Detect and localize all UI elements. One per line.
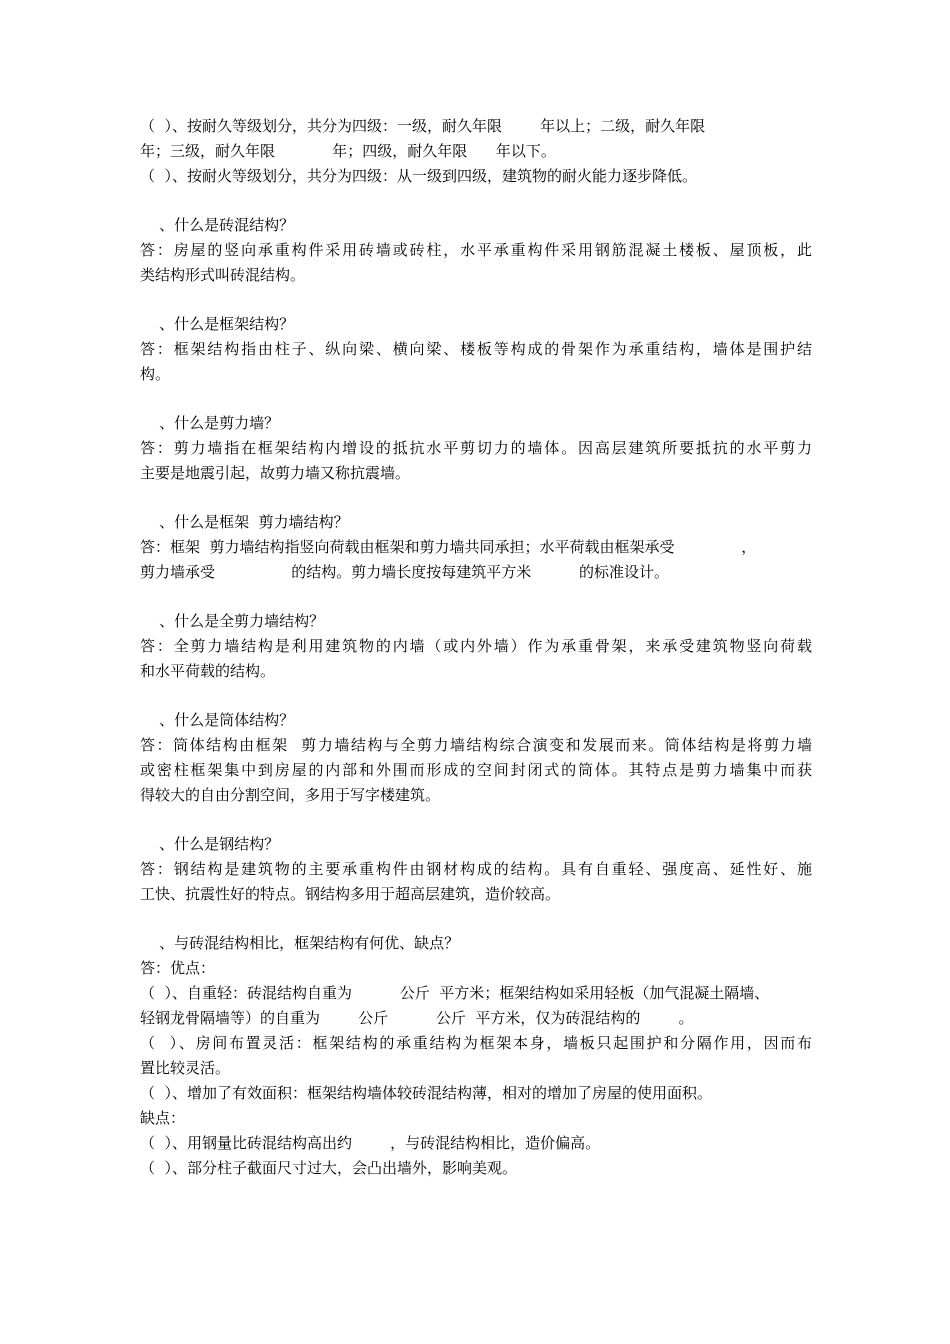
answer-line: 工快、抗震性好的特点。钢结构多用于超高层建筑，造价较高。 [140,885,561,903]
question-heading: 、与砖混结构相比，框架结构有何优、缺点？ [140,934,460,952]
answer-line: （ ）、自重轻：砖混结构自重为 公斤 平方米；框架结构如采用轻板（加气混凝土隔墙、 [140,984,770,1002]
blank-line [140,387,812,411]
answer-line: 缺点： [140,1109,186,1127]
blank-line [140,189,812,213]
question-heading: 、什么是剪力墙？ [140,414,280,432]
document-page [140,114,812,1181]
answer-line: 构。 [140,365,171,383]
answer-line: 剪力墙承受 的结构。剪力墙长度按每建筑平方米 的标准设计。 [140,563,669,581]
blank-line [140,288,812,312]
answer-line: 置比较灵活。 [140,1059,231,1077]
answer-line: 得较大的自由分割空间，多用于写字楼建筑。 [140,786,441,804]
question-heading: 、什么是框架结构？ [140,315,295,333]
answer-line: 轻钢龙骨隔墙等）的自重为 公斤 公斤 平方米，仅为砖混结构的 。 [140,1009,694,1027]
question-heading: 、什么是框架 剪力墙结构？ [140,513,349,531]
answer-line: 或密柱框架集中到房屋的内部和外围而形成的空间封闭式的筒体。其特点是剪力墙集中而获 [140,761,812,779]
blank-line [140,684,812,708]
answer-line: （ ）、增加了有效面积：框架结构墙体较砖混结构薄，相对的增加了房屋的使用面积。 [140,1084,713,1102]
answer-line: 答：优点： [140,959,216,977]
blank-line [140,907,812,931]
answer-line: 答：钢结构是建筑物的主要承重构件由钢材构成的结构。具有自重轻、强度高、延性好、施 [140,860,812,878]
question-heading: 、什么是钢结构？ [140,835,280,853]
answer-line: 答：框架 剪力墙结构指竖向荷载由框架和剪力墙共同承担；水平荷载由框架承受 ， [140,538,757,556]
answer-line: （ ）、房间布置灵活：框架结构的承重结构为框架本身，墙板只起围护和分隔作用，因而布 [140,1034,812,1052]
text-line: （ ）、按耐久等级划分，共分为四级：一级，耐久年限 年以上；二级，耐久年限 [140,117,706,135]
question-heading: 、什么是全剪力墙结构？ [140,612,325,630]
answer-line: （ ）、用钢量比砖混结构高出约 ，与砖混结构相比，造价偏高。 [140,1134,601,1152]
blank-line [140,486,812,510]
answer-line: 主要是地震引起，故剪力墙又称抗震墙。 [140,464,411,482]
answer-line: 和水平荷载的结构。 [140,662,276,680]
question-heading: 、什么是砖混结构？ [140,216,295,234]
text-line: （ ）、按耐火等级划分，共分为四级：从一级到四级，建筑物的耐火能力逐步降低。 [140,167,698,185]
answer-line: 答：全剪力墙结构是利用建筑物的内墙（或内外墙）作为承重骨架，来承受建筑物竖向荷载 [140,637,812,655]
answer-line: 答：框架结构指由柱子、纵向梁、横向梁、楼板等构成的骨架作为承重结构，墙体是围护结 [140,340,812,358]
answer-line: （ ）、部分柱子截面尺寸过大，会凸出墙外，影响美观。 [140,1159,518,1177]
question-heading: 、什么是筒体结构？ [140,711,295,729]
answer-line: 答：房屋的竖向承重构件采用砖墙或砖柱，水平承重构件采用钢筋混凝土楼板、屋顶板，此 [140,241,812,259]
answer-line: 类结构形式叫砖混结构。 [140,266,306,284]
blank-line [140,808,812,832]
text-line: 年；三级，耐久年限 年；四级，耐久年限 年以下。 [140,142,556,160]
answer-line: 答：剪力墙指在框架结构内增设的抵抗水平剪切力的墙体。因高层建筑所要抵抗的水平剪力 [140,439,812,457]
answer-line: 答：筒体结构由框架 剪力墙结构与全剪力墙结构综合演变和发展而来。筒体结构是将剪力墙 [140,736,812,754]
blank-line [140,585,812,609]
